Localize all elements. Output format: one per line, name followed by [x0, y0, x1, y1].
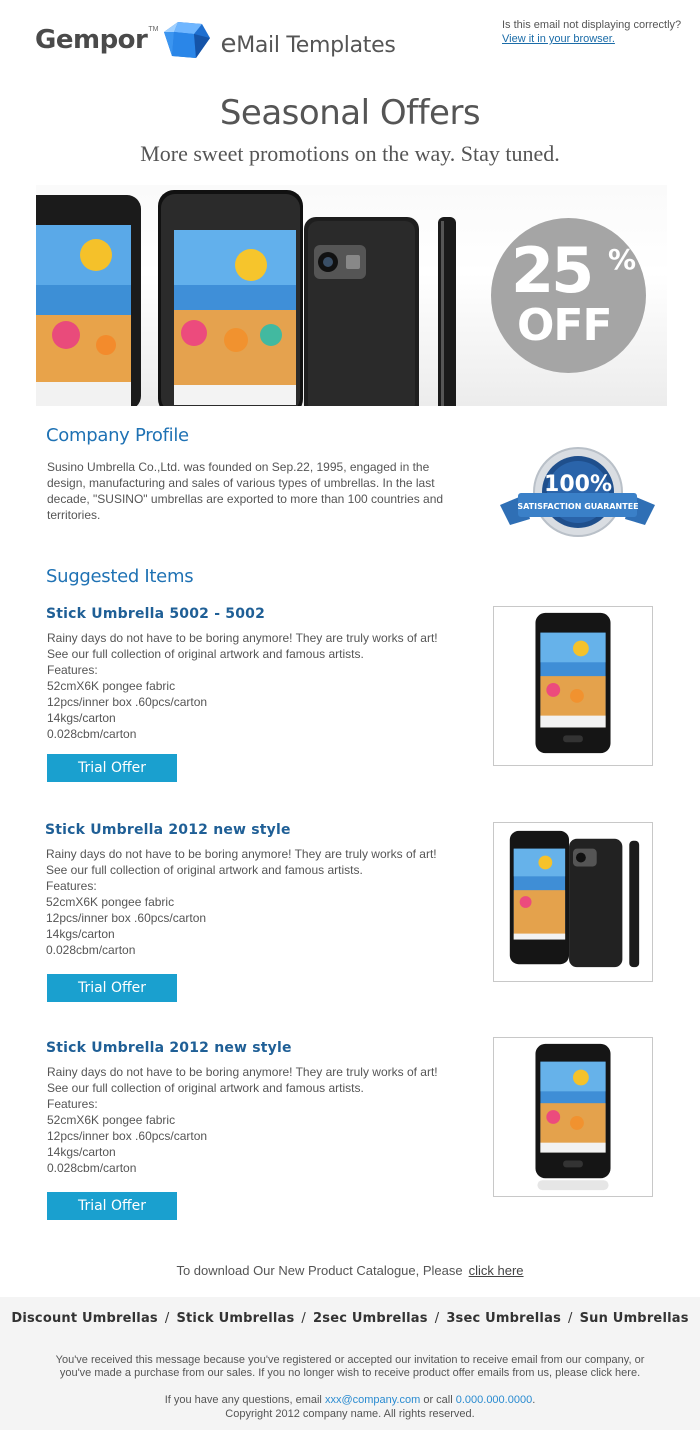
features-label: Features: — [47, 663, 98, 677]
product-title[interactable]: Stick Umbrella 2012 new style — [45, 822, 291, 838]
feature-line: 14kgs/carton — [47, 711, 116, 725]
product-description — [47, 1064, 447, 1176]
feature-line: 0.028cbm/carton — [46, 943, 136, 957]
feature-line: 0.028cbm/carton — [47, 727, 137, 741]
satisfaction-guarantee-icon — [500, 445, 655, 540]
trial-offer-button[interactable]: Trial Offer — [47, 754, 177, 782]
product-title[interactable]: Stick Umbrella 5002 - 5002 — [46, 606, 266, 622]
feature-line: 14kgs/carton — [47, 1145, 116, 1159]
nav-separator: / — [568, 1311, 573, 1326]
footer-nav-3sec-umbrellas[interactable]: 3sec Umbrellas — [446, 1311, 562, 1326]
discount-off: OFF — [517, 300, 612, 351]
promo-banner[interactable] — [36, 185, 667, 406]
product-image-frame[interactable] — [493, 1037, 653, 1197]
catalogue-link[interactable]: click here — [468, 1263, 524, 1278]
footer-nav — [0, 1311, 700, 1326]
footer-unsubscribe-note: You've received this message because you've registered or accepted our invitation to receive email from our company, or you've made a purchase from our sales. If you no longer wish to receive product offer emails from us, please click here. — [55, 1354, 645, 1379]
product-image-frame[interactable] — [493, 606, 653, 766]
feature-line: 52cmX6K pongee fabric — [47, 679, 176, 693]
nav-separator: / — [301, 1311, 307, 1326]
trial-offer-button[interactable]: Trial Offer — [47, 974, 177, 1002]
footer-nav-sun-umbrellas[interactable]: Sun Umbrellas — [579, 1311, 689, 1326]
suggested-items-heading: Suggested Items — [46, 566, 194, 587]
features-label: Features: — [47, 1097, 98, 1111]
svg-text:100%: 100% — [544, 472, 612, 497]
brand-subtitle: eMail Templates — [220, 29, 396, 59]
page-title: Seasonal Offers — [219, 93, 481, 133]
nav-separator: / — [434, 1311, 440, 1326]
footer-contact — [0, 1393, 700, 1421]
feature-line: 12pcs/inner box .60pcs/carton — [46, 911, 207, 925]
footer-nav-stick-umbrellas[interactable]: Stick Umbrellas — [176, 1311, 295, 1326]
copyright: Copyright 2012 company name. All rights reserved. — [225, 1408, 475, 1420]
product-image-frame[interactable] — [493, 822, 653, 982]
product-desc-text: Rainy days do not have to be boring anymore! They are truly works of art! See our full collection of original artwork and famous artists. — [47, 631, 438, 661]
nav-separator: / — [164, 1311, 170, 1326]
discount-value: 25 — [511, 234, 592, 307]
company-profile-heading: Company Profile — [46, 425, 189, 446]
phone-product-image — [494, 1038, 652, 1196]
product-item — [0, 1040, 700, 1240]
product-desc-text: Rainy days do not have to be boring anymore! They are truly works of art! See our full collection of original artwork and famous artists. — [47, 1065, 438, 1095]
view-in-browser — [502, 18, 681, 46]
phone-product-image — [494, 607, 652, 765]
discount-badge — [491, 218, 646, 373]
catalogue-text: To download Our New Product Catalogue, Please — [176, 1263, 463, 1278]
company-profile-text: Susino Umbrella Co.,Ltd. was founded on Sep.22, 1995, engaged in the design, manufacturing and sales of various types of umbrellas. In the last decade, "SUSINO" umbrellas are exported to more than 100 countries and territories. — [47, 460, 444, 522]
product-description — [46, 846, 446, 958]
feature-line: 12pcs/inner box .60pcs/carton — [47, 695, 208, 709]
view-in-browser-link[interactable]: View it in your browser. — [502, 33, 615, 45]
view-question: Is this email not displaying correctly? — [502, 19, 682, 31]
brand-logo[interactable] — [35, 18, 396, 62]
contact-prefix: If you have any questions, email — [164, 1394, 322, 1406]
email-footer — [0, 1297, 700, 1430]
email-header — [0, 0, 700, 90]
feature-line: 52cmX6K pongee fabric — [47, 1113, 176, 1127]
phone-product-image — [494, 823, 652, 981]
feature-line: 12pcs/inner box .60pcs/carton — [47, 1129, 208, 1143]
brand-name: Gempor — [35, 25, 148, 55]
gem-logo-icon — [156, 18, 212, 62]
svg-text:SATISFACTION GUARANTEE: SATISFACTION GUARANTEE — [517, 502, 639, 511]
phones-banner-image — [36, 185, 476, 406]
catalogue-download — [0, 1263, 700, 1278]
product-description — [47, 630, 447, 742]
feature-line: 52cmX6K pongee fabric — [46, 895, 175, 909]
trial-offer-button[interactable]: Trial Offer — [47, 1192, 177, 1220]
contact-email-link[interactable]: xxx@company.com — [324, 1394, 421, 1406]
contact-phone-link[interactable]: 0.000.000.0000 — [455, 1394, 533, 1406]
footer-nav-2sec-umbrellas[interactable]: 2sec Umbrellas — [313, 1311, 428, 1326]
discount-percent: % — [608, 243, 637, 276]
product-desc-text: Rainy days do not have to be boring anymore! They are truly works of art! See our full collection of original artwork and famous artists. — [46, 847, 437, 877]
product-title[interactable]: Stick Umbrella 2012 new style — [46, 1040, 292, 1056]
product-item — [0, 606, 700, 806]
brand-trademark: TM — [148, 25, 159, 33]
contact-mid: or call — [423, 1394, 453, 1406]
feature-line: 14kgs/carton — [46, 927, 115, 941]
features-label: Features: — [46, 879, 97, 893]
feature-line: 0.028cbm/carton — [47, 1161, 137, 1175]
footer-nav-discount-umbrellas[interactable]: Discount Umbrellas — [11, 1311, 158, 1326]
page-subtitle: More sweet promotions on the way. Stay tuned. — [140, 141, 560, 166]
contact-end: . — [532, 1394, 536, 1406]
product-item — [0, 822, 700, 1022]
